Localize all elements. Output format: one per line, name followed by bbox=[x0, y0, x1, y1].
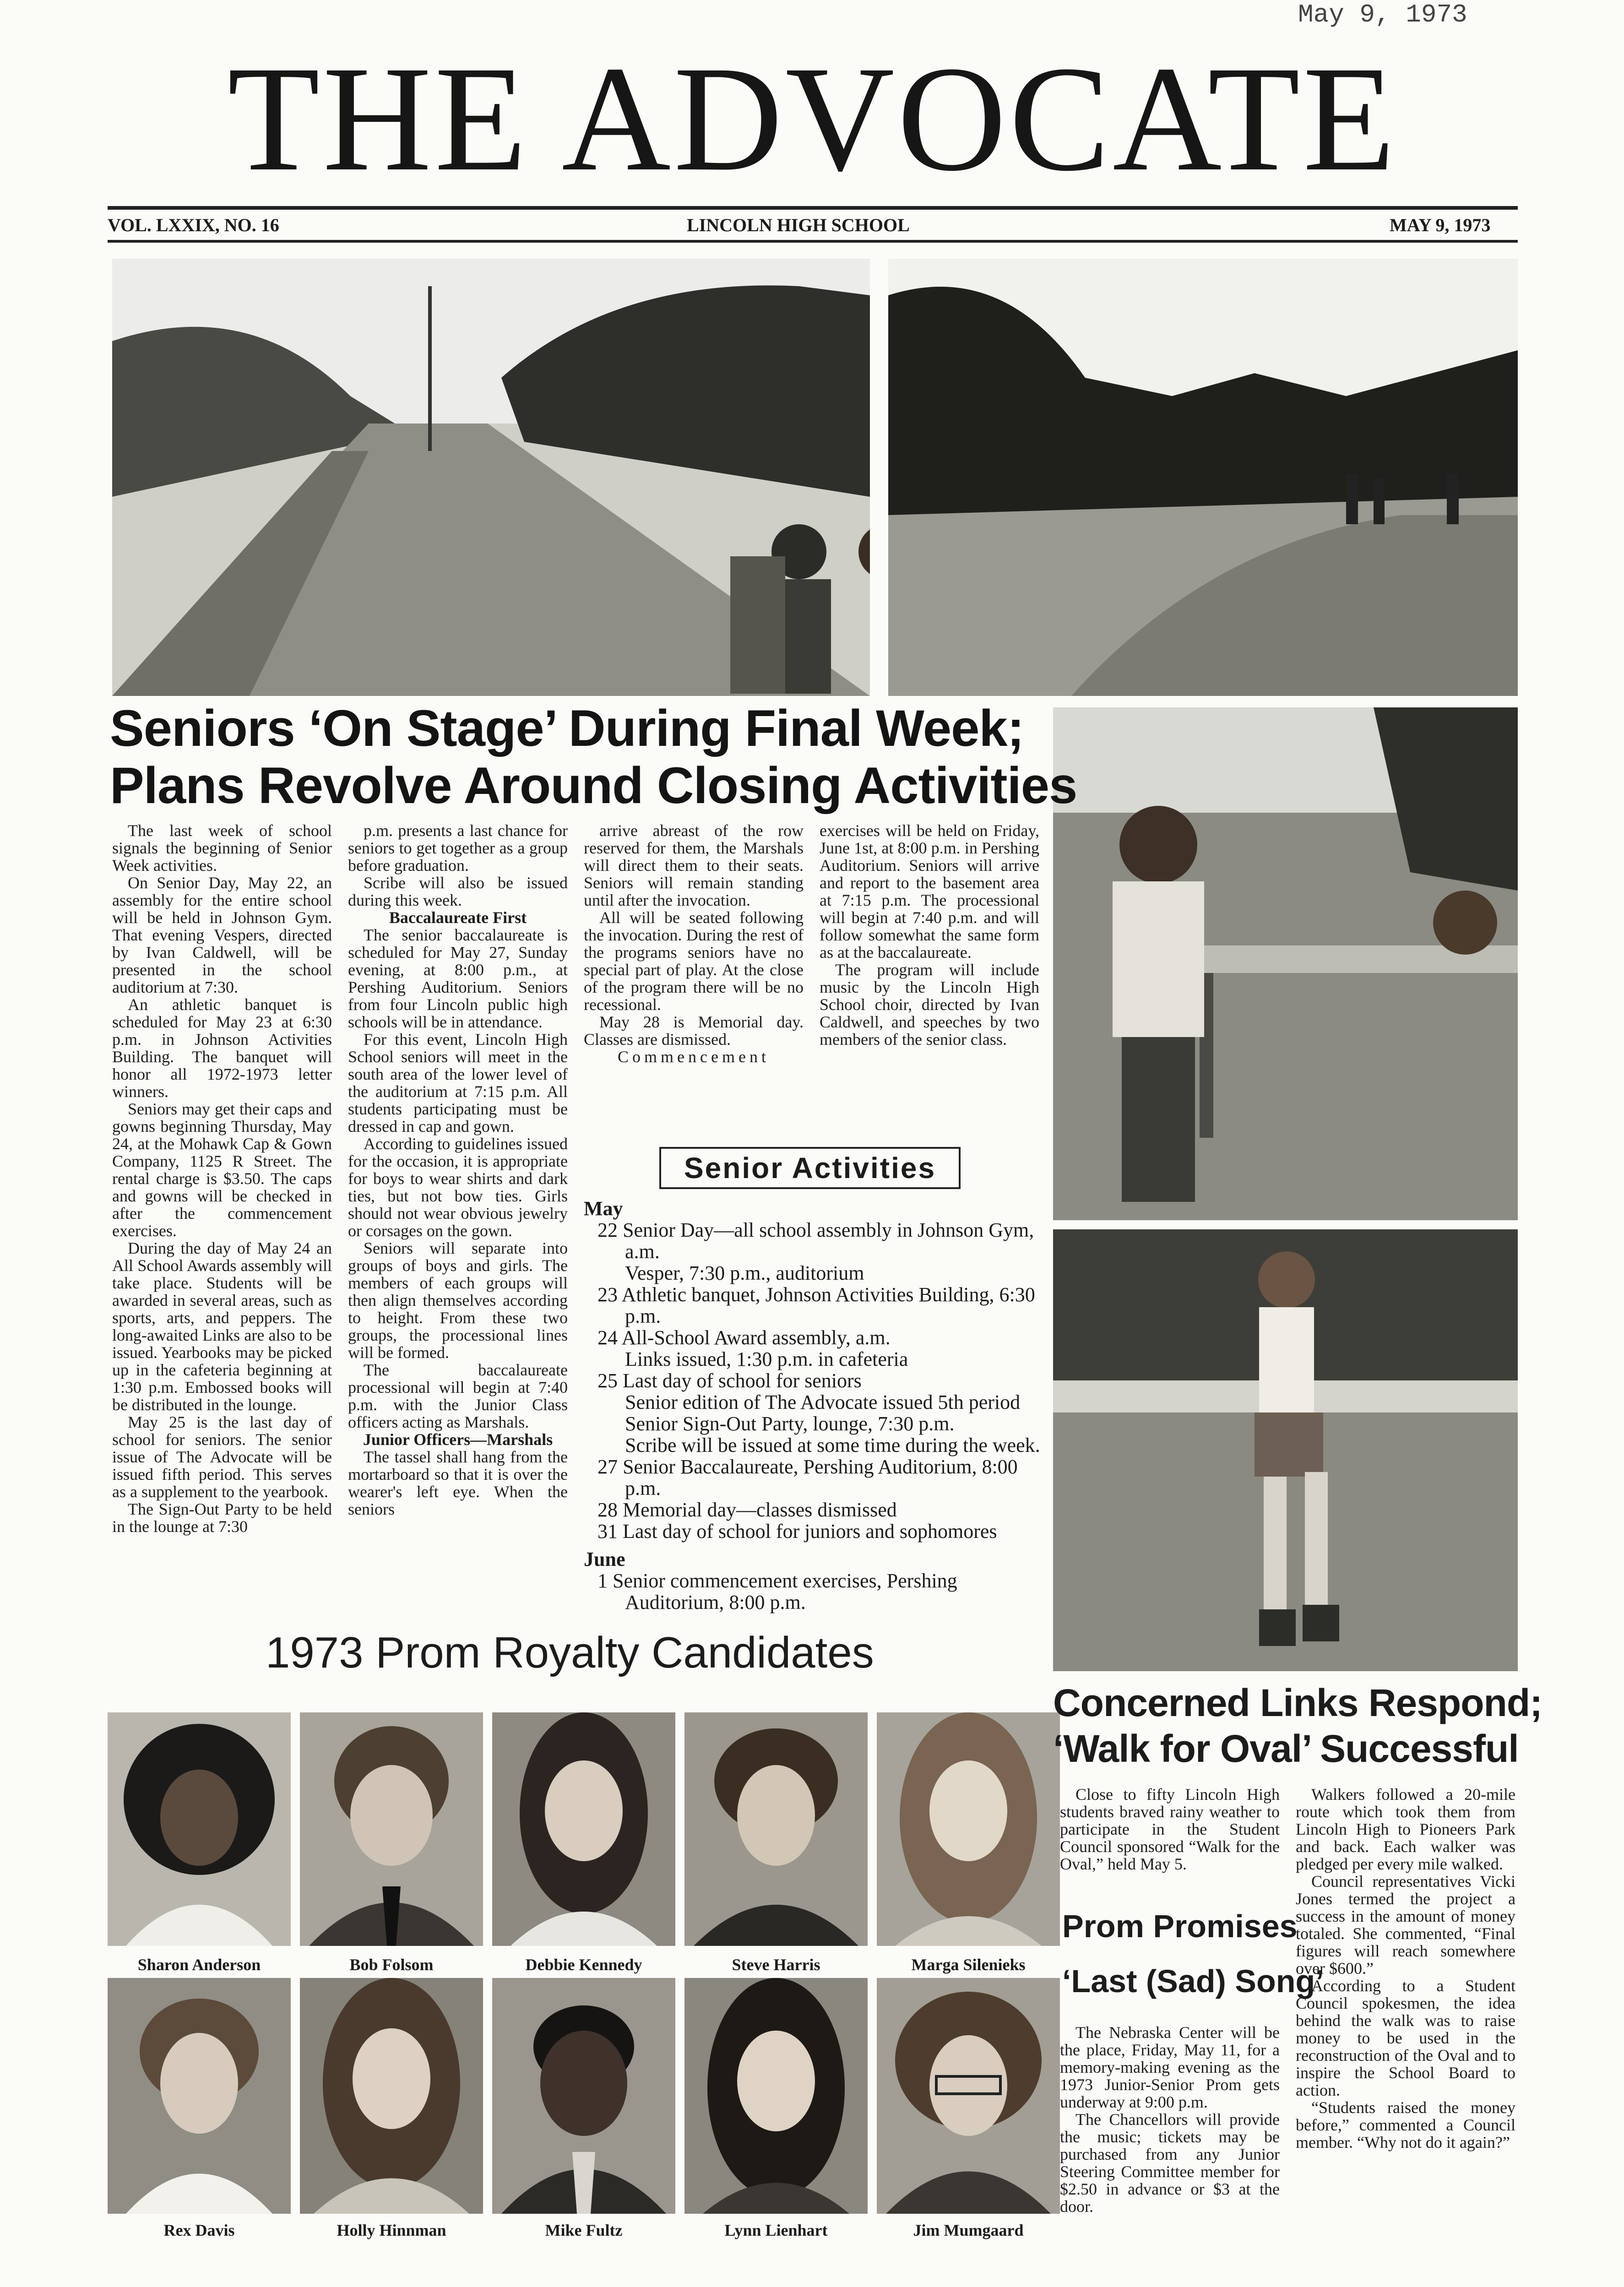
schedule-item: 27 Senior Baccalaureate, Pershing Auditorium, 8:00 p.m. bbox=[597, 1456, 1018, 1499]
senior-activities-schedule bbox=[584, 1195, 1042, 1613]
walk-column-1 bbox=[1060, 1786, 1280, 1905]
candidate-name: Steve Harris bbox=[732, 1956, 820, 1974]
portrait-photo bbox=[300, 1712, 483, 1946]
senior-activities-title: Senior Activities bbox=[659, 1147, 961, 1189]
lead-col3-para: arrive abreast of the row reserved for them, the Marshals will direct them to their seats. Seniors will remain standing until after the invocation. bbox=[584, 822, 804, 909]
lead-col4-para: exercises will be held on Friday, June 1st, at 8:00 p.m. in Pershing Auditorium. Seniors will arrive and report to the basement area at 7:15 p.m. The processional will begin at 7:40 p.m. and will follow somewhat the same form as at the baccalaureate. bbox=[820, 822, 1039, 962]
lead-headline-line1: Seniors ‘On Stage’ During Final Week; bbox=[110, 700, 1024, 757]
schedule-item: 31 Last day of school for juniors and sophomores bbox=[597, 1520, 997, 1543]
portrait-photo bbox=[877, 1712, 1060, 1946]
lead-col1-para: During the day of May 24 an All School Awards assembly will take place. Students will be awarded in several areas, such as sports, arts, and peppers. The long-awaited Links are also to be issued. Yearbooks may be picked up in the cafeteria beginning at 1:30 p.m. Embossed books will be distributed in the lounge. bbox=[112, 1239, 332, 1414]
candidate-name: Rex Davis bbox=[163, 2221, 235, 2239]
lead-column-4 bbox=[820, 822, 1039, 1142]
schedule-subitem: Senior Sign-Out Party, lounge, 7:30 p.m. bbox=[625, 1412, 955, 1435]
candidate-name: Lynn Lienhart bbox=[724, 2221, 828, 2239]
candidate-name: Holly Hinnman bbox=[337, 2221, 446, 2239]
candidate-name: Mike Fultz bbox=[545, 2221, 623, 2239]
portrait-photo bbox=[492, 1712, 675, 1946]
lead-col1-para: On Senior Day, May 22, an assembly for the entire school will be held in Johnson Gym. That evening Vespers, directed by Ivan Caldwell, will be presented in the school auditorium at 7:30. bbox=[112, 874, 332, 996]
lead-column-3 bbox=[584, 822, 804, 1142]
lead-col2-subhead: Junior Officers—Marshals bbox=[363, 1430, 553, 1449]
candidate-name: Debbie Kennedy bbox=[525, 1956, 642, 1974]
lead-col4-para: The program will include music by the Lincoln High School choir, directed by Ivan Caldwell, and speeches by two members of the senior class. bbox=[820, 961, 1039, 1048]
schedule-subitem: Links issued, 1:30 p.m. in cafeteria bbox=[625, 1348, 908, 1370]
candidate-name: Sharon Anderson bbox=[137, 1956, 261, 1974]
portrait-photo bbox=[108, 1978, 291, 2214]
photo-walkers-on-road bbox=[112, 259, 870, 696]
lead-col2-para: For this event, Lincoln High School seniors will meet in the south area of the lower level of the auditorium at 7:15 p.m. All students participating must be dressed in cap and gown. bbox=[348, 1030, 568, 1135]
schedule-month-june: June bbox=[584, 1548, 625, 1570]
schedule-item: 25 Last day of school for seniors bbox=[597, 1369, 862, 1392]
photo-oval-road bbox=[888, 259, 1518, 696]
walk-headline-line1: Concerned Links Respond; bbox=[1053, 1681, 1543, 1724]
prom-story-headline-line1: Prom Promises bbox=[1062, 1908, 1298, 1944]
portrait-photo bbox=[492, 1978, 675, 2214]
photo-picnic bbox=[1053, 707, 1518, 1220]
lead-col2-para: The tassel shall hang from the mortarboard so that it is over the wearer's left eye. When the seniors bbox=[348, 1448, 568, 1518]
lead-col2-para: Scribe will also be issued during this week. bbox=[348, 874, 568, 909]
schedule-item: 24 All-School Award assembly, a.m. bbox=[597, 1326, 891, 1349]
lead-col1-para: Seniors may get their caps and gowns beginning Thursday, May 24, at the Mohawk Cap & Gown Company, 1125 R Street. The rental charge is $3.50. The caps and gowns will be checked in after the commencement exercises. bbox=[112, 1100, 332, 1240]
masthead-rule-bottom bbox=[108, 240, 1518, 243]
walk-col1-para: Close to fifty Lincoln High students braved rainy weather to participate in the Student Council sponsored “Walk for the Oval,” held May 5. bbox=[1060, 1786, 1280, 1873]
masthead-rule-top bbox=[108, 206, 1518, 210]
walk-col2-para: “Students raised the money before,” commented a Council member. “Why not do it again?” bbox=[1296, 2098, 1515, 2151]
portrait-photo bbox=[300, 1978, 483, 2214]
prom-story-headline-line2: ‘Last (Sad) Song’ bbox=[1062, 1963, 1324, 1999]
lead-col2-para: According to guidelines issued for the occasion, it is appropriate for boys to wear shirts and dark ties, but not bow ties. Girls should not wear obvious jewelry or corsages on the gown. bbox=[348, 1135, 568, 1240]
prom-story-column bbox=[1060, 2024, 1280, 2253]
lead-col3-para: All will be seated following the invocation. During the rest of the programs seniors have no special part of play. At the close of the program there will be no recessional. bbox=[584, 908, 804, 1014]
candidate-name: Marga Silenieks bbox=[911, 1956, 1026, 1974]
walk-col2-para: Council representatives Vicki Jones termed the project a success in the amount of money totaled. She commented, “Final figures will reach somewhere over $600.” bbox=[1296, 1872, 1515, 1977]
folio-date: MAY 9, 1973 bbox=[1390, 215, 1491, 235]
walk-headline-line2: ‘Walk for Oval’ Successful bbox=[1053, 1727, 1519, 1770]
folio-school: LINCOLN HIGH SCHOOL bbox=[687, 215, 910, 235]
photo-runner bbox=[1053, 1229, 1518, 1671]
lead-col2-subhead: Baccalaureate First bbox=[389, 908, 527, 927]
schedule-month-may: May bbox=[584, 1197, 623, 1220]
portrait-photo bbox=[108, 1712, 291, 1946]
prom-candidates-title: 1973 Prom Royalty Candidates bbox=[266, 1628, 874, 1677]
lead-col3-para: May 28 is Memorial day. Classes are dismissed. bbox=[584, 1013, 804, 1048]
walk-column-2 bbox=[1296, 1786, 1515, 2253]
portrait-photo bbox=[684, 1978, 868, 2214]
masthead-title: THE ADVOCATE bbox=[227, 35, 1398, 202]
schedule-subitem: Senior edition of The Advocate issued 5th period bbox=[625, 1391, 1021, 1413]
lead-column-2 bbox=[348, 822, 568, 1616]
schedule-subitem: Vesper, 7:30 p.m., auditorium bbox=[625, 1262, 864, 1284]
lead-col1-para: May 25 is the last day of school for seniors. The senior issue of The Advocate will be issued fifth period. This serves as a supplement to the yearbook. bbox=[112, 1413, 332, 1501]
folio-volume: VOL. LXXIX, NO. 16 bbox=[108, 215, 279, 235]
schedule-item: 1 Senior commencement exercises, Pershing Auditorium, 8:00 p.m. bbox=[597, 1570, 957, 1613]
lead-col1-para: The Sign-Out Party to be held in the lounge at 7:30 bbox=[112, 1500, 332, 1536]
prom-story-para: The Nebraska Center will be the place, Friday, May 11, for a memory-making evening as the 1973 Junior-Senior Prom gets underway at 9:00 p.m. bbox=[1060, 2024, 1280, 2111]
portrait-photo bbox=[877, 1978, 1060, 2214]
lead-col2-para: The baccalaureate processional will begin at 7:40 p.m. with the Junior Class officers acting as Marshals. bbox=[348, 1361, 568, 1431]
lead-column-1 bbox=[112, 822, 332, 1616]
lead-col1-para: The last week of school signals the beginning of Senior Week activities. bbox=[112, 822, 332, 875]
candidate-name: Bob Folsom bbox=[349, 1956, 434, 1974]
walk-col2-para: According to a Student Council spokesmen, the idea behind the walk was to raise money to be used in the reconstruction of the Oval and to inspire the School Board to action. bbox=[1296, 1977, 1515, 2099]
lead-headline-line2: Plans Revolve Around Closing Activities bbox=[110, 757, 1077, 814]
schedule-item: 22 Senior Day—all school assembly in Johnson Gym, a.m. bbox=[597, 1219, 1034, 1263]
lead-col2-para: Seniors will separate into groups of boys and girls. The members of each groups will then align themselves according to height. From these two groups, the processional lines will be formed. bbox=[348, 1239, 568, 1362]
candidate-name: Jim Mumgaard bbox=[913, 2221, 1024, 2239]
schedule-item: 28 Memorial day—classes dismissed bbox=[597, 1499, 897, 1521]
schedule-subitem: Scribe will be issued at some time during the week. bbox=[625, 1434, 1040, 1456]
date-stamp: May 9, 1973 bbox=[1298, 0, 1467, 29]
prom-story-para: The Chancellors will provide the music; tickets may be purchased from any Junior Steering Committee member for $2.50 in advance or $3 at the door. bbox=[1060, 2110, 1280, 2216]
schedule-item: 23 Athletic banquet, Johnson Activities Building, 6:30 p.m. bbox=[597, 1283, 1035, 1327]
portrait-photo bbox=[684, 1712, 868, 1946]
walk-col2-para: Walkers followed a 20-mile route which took them from Lincoln High to Pioneers Park and back. Each walker was pledged per every mile walked. bbox=[1296, 1786, 1515, 1873]
lead-col2-para: p.m. presents a last chance for seniors to get together as a group before graduation. bbox=[348, 822, 568, 875]
lead-col2-para: The senior baccalaureate is scheduled for May 27, Sunday evening, at 8:00 p.m., at Pershing Auditorium. Seniors from four Lincoln public high schools will be in attendance. bbox=[348, 926, 568, 1031]
lead-col3-subhead: Commencement bbox=[618, 1048, 770, 1066]
lead-col1-para: An athletic banquet is scheduled for May 23 at 6:30 p.m. in Johnson Activities Building. The banquet will honor all 1972-1973 letter winners. bbox=[112, 995, 332, 1101]
